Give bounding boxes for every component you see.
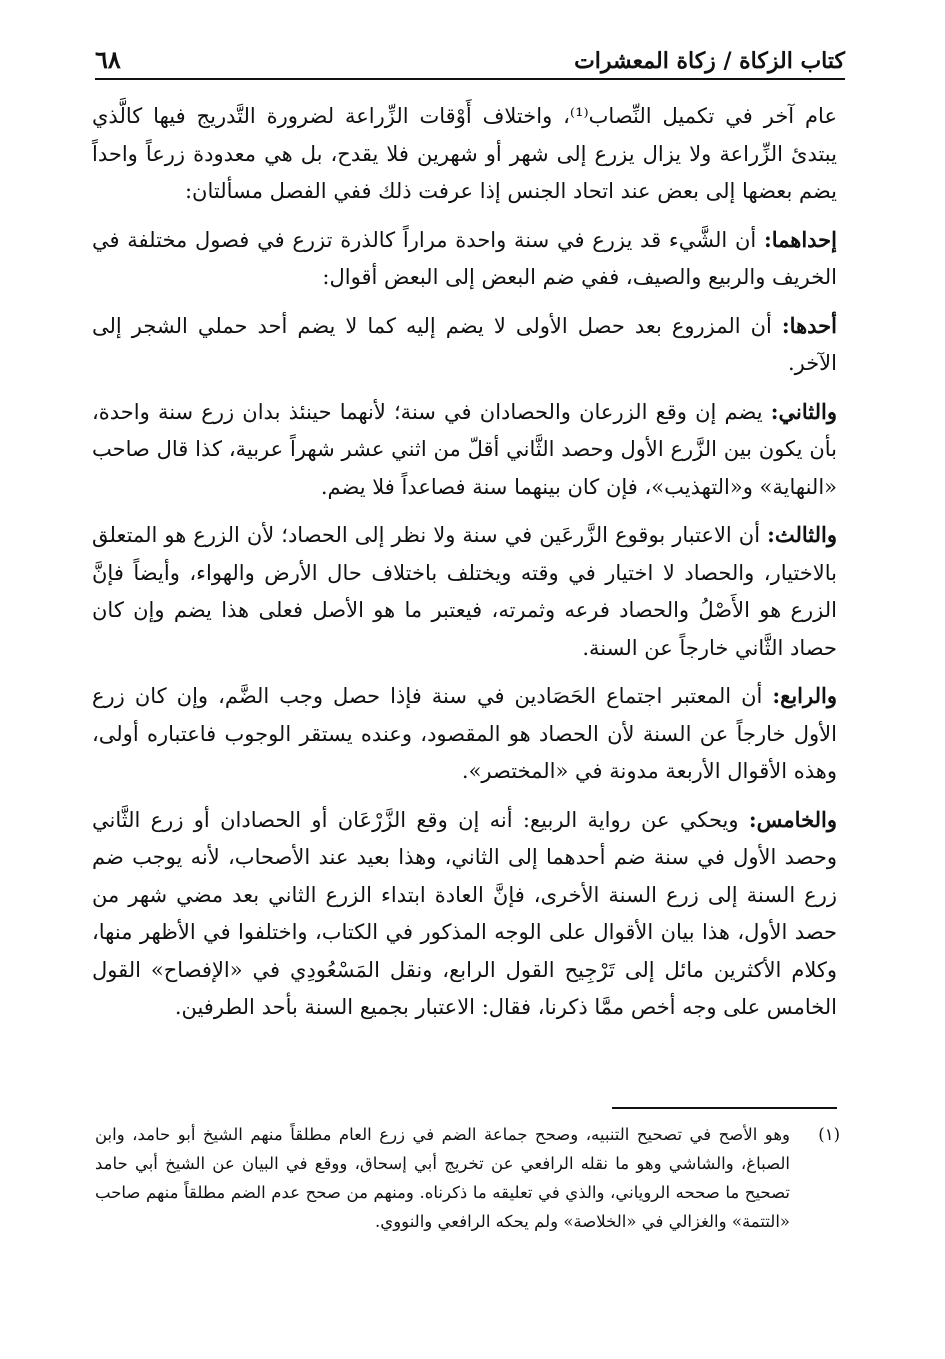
footnote-divider	[612, 1107, 837, 1109]
main-text	[92, 98, 837, 1037]
footnote-text: وهو الأصح في تصحيح التنبيه، وصحح جماعة الضم في زرع العام مطلقاً منهم الشيخ أبو حامد، وابن الصباغ، والشاشي وهو ما نقله الرافعي عن تخريج أبي إسحاق، ووقع في البيان عن الشيخ أبي حامد تصحيح ما صححه الروياني، والذي في تعليقه ما ذكرناه. ومنهم من صحح عدم الضم مطلقاً منهم صاحب «التتمة» والغزالي في «الخلاصة» ولم يحكه الرافعي والنووي.	[95, 1125, 790, 1231]
paragraph-opinion-three	[92, 516, 837, 667]
paragraph-opinion-four	[92, 677, 837, 791]
paragraph-intro	[92, 98, 837, 211]
paragraph-text: يضم إن وقع الزرعان والحصادان في سنة؛ لأنهما حينئذ بدان زرع سنة واحدة، بأن يكون بين الزَّرع الأول وحصد الثَّاني أقلّ من اثني عشر شهراً عربية، كذا قال صاحب «النهاية» و«التهذيب»، فإن كان بينهما سنة فصاعداً فلا يضم.	[92, 399, 837, 499]
paragraph-text: عام آخر في تكميل النِّصاب⁽¹⁾، واختلاف أَوْقات الزِّراعة لضرورة التَّدريج فيها كالَّذي يبتدئ الزِّراعة ولا يزال يزرع إلى شهر أو شهرين فلا يقدح، بل هي معدودة زرعاً واحداً يضم بعضها إلى بعض عند اتحاد الجنس إذا عرفت ذلك ففي الفصل مسألتان:	[92, 104, 837, 203]
footnote-marker: (١)	[818, 1125, 840, 1144]
paragraph-text: أن المزروع بعد حصل الأولى لا يضم إليه كما لا يضم أحد حملي الشجر إلى الآخر.	[92, 313, 837, 375]
paragraph-lead: والثالث:	[767, 522, 837, 547]
page-number: ٦٨	[95, 45, 121, 74]
footnote	[95, 1120, 840, 1236]
paragraph-opinion-five	[92, 801, 837, 1027]
paragraph-lead: والخامس:	[748, 806, 837, 832]
paragraph-issue-one	[92, 221, 837, 297]
paragraph-opinion-one	[92, 307, 837, 383]
paragraph-lead: إحداهما:	[763, 226, 837, 252]
header-title: كتاب الزكاة / زكاة المعشرات	[574, 48, 845, 74]
paragraph-text: ويحكي عن رواية الربيع: أنه إن وقع الزَّرْعَان أو الحصادان أو زرع الثَّاني وحصد الأول في سنة ضم أحدهما إلى الثاني، وهذا بعيد عند الأصحاب، لأنه يوجب ضم زرع السنة إلى زرع السنة الأخرى، فإنَّ العادة ابتداء الزرع الثاني بعد مضي شهر من حصد الأول، هذا بيان الأقوال على الوجه المذكور في الكتاب، واختلفوا في الأظهر منها، وكلام الأكثرين مائل إلى تَرْجِيح القول الرابع، ونقل المَسْعُودِي في «الإفصاح» القول الخامس على وجه أخص ممَّا ذكرنا، فقال: الاعتبار بجميع السنة بأحد الطرفين.	[92, 807, 837, 1019]
paragraph-text: أن الشَّيء قد يزرع في سنة واحدة مراراً كالذرة تزرع في فصول مختلفة في الخريف والربيع والصيف، ففي ضم البعض إلى البعض أقوال:	[92, 227, 837, 289]
paragraph-text: أن المعتبر اجتماع الحَصَادين في سنة فإذا حصل وجب الضَّم، وإن كان زرع الأول خارجاً عن السنة لأن الحصاد هو المقصود، وعنده يستقر الوجوب فاعتباره أولى، وهذه الأقوال الأربعة مدونة في «المختصر».	[92, 684, 837, 783]
paragraph-text: أن الاعتبار بوقوع الزَّرعَين في سنة ولا نظر إلى الحصاد؛ لأن الزرع هو المتعلق بالاختيار، والحصاد لا اختيار في وقته ويختلف باختلاف حال الأرض والهواء، وأيضاً فإنَّ الزرع هو الأَصْلُ والحصاد فرعه وثمرته، فيعتبر ما هو الأصل فعلى هذا يضم وإن كان حصاد الثَّاني خارجاً عن السنة.	[92, 523, 837, 660]
running-header	[95, 38, 845, 80]
paragraph-lead: والرابع:	[772, 683, 837, 708]
paragraph-opinion-two	[92, 393, 837, 507]
paragraph-lead: أحدها:	[781, 312, 837, 338]
paragraph-lead: والثاني:	[770, 398, 837, 424]
